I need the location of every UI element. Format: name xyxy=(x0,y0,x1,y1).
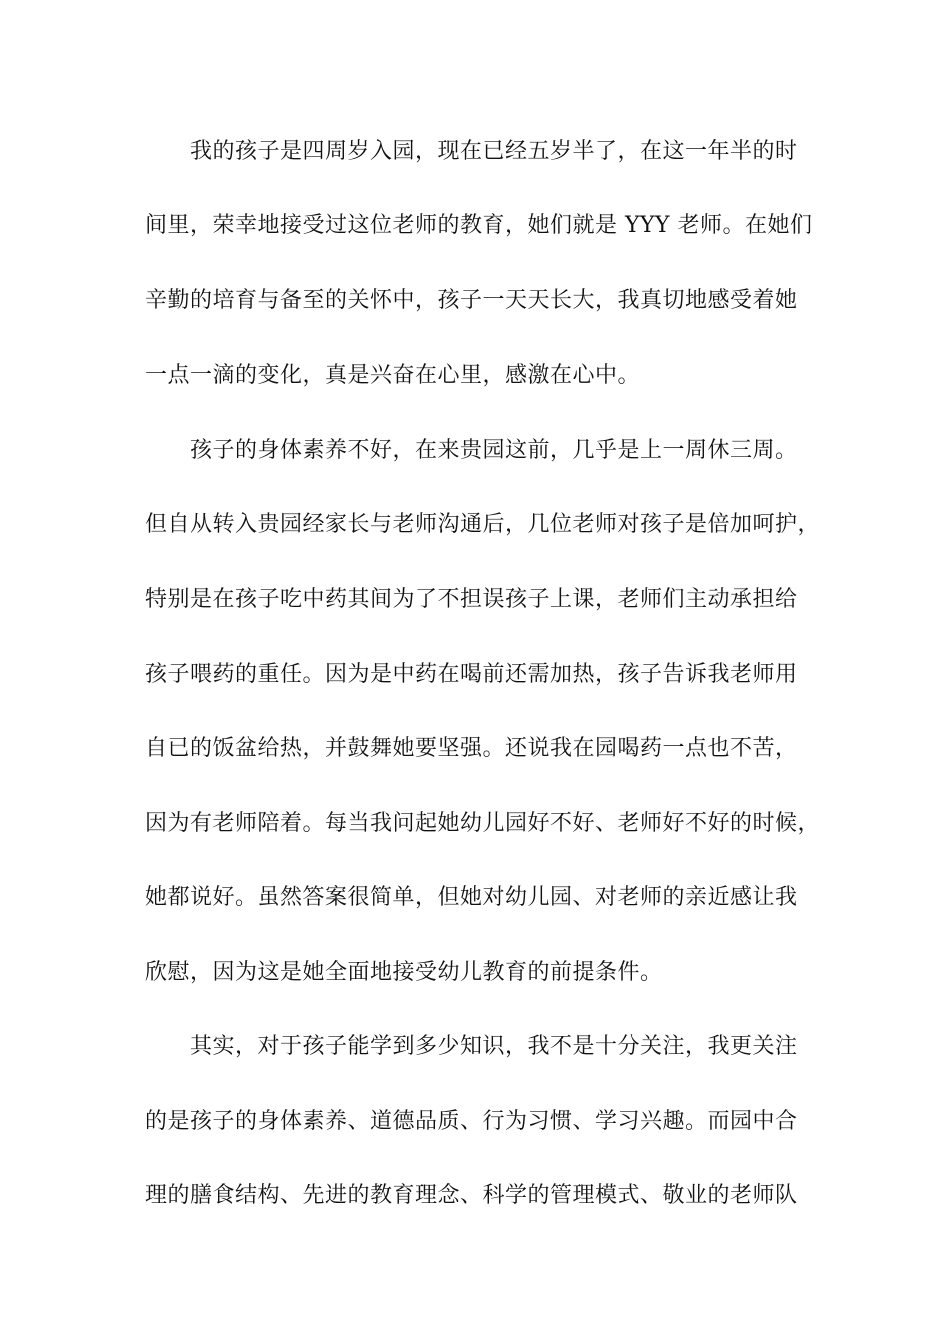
paragraph-2-line-1: 孩子的身体素养不好，在来贵园这前，几乎是上一周休三周。 xyxy=(190,438,798,463)
paragraph-1-line-3: 辛勤的培育与备至的关怀中，孩子一天天长大，我真切地感受着她 xyxy=(145,288,798,313)
paragraph-3-line-2: 的是孩子的身体素养、道德品质、行为习惯、学习兴趣。而园中合 xyxy=(145,1109,798,1134)
paragraph-3-line-3: 理的膳食结构、先进的教育理念、科学的管理模式、敬业的老师队 xyxy=(145,1183,798,1208)
paragraph-2-line-2: 但自从转入贵园经家长与老师沟通后，几位老师对孩子是倍加呵护， xyxy=(145,512,821,537)
paragraph-3-line-1: 其实，对于孩子能学到多少知识，我不是十分关注，我更关注 xyxy=(190,1034,798,1059)
paragraph-1-line-4: 一点一滴的变化，真是兴奋在心里，感激在心中。 xyxy=(145,363,641,388)
paragraph-1-line-2: 间里，荣幸地接受过这位老师的教育，她们就是 YYY 老师。在她们 xyxy=(145,213,813,238)
paragraph-2-line-4: 孩子喂药的重任。因为是中药在喝前还需加热，孩子告诉我老师用 xyxy=(145,662,798,687)
paragraph-2-line-7: 她都说好。虽然答案很简单，但她对幼儿园、对老师的亲近感让我 xyxy=(145,885,798,910)
paragraph-1-line-1: 我的孩子是四周岁入园，现在已经五岁半了，在这一年半的时 xyxy=(190,139,798,164)
paragraph-2-line-6: 因为有老师陪着。每当我问起她幼儿园好不好、老师好不好的时候， xyxy=(145,811,821,836)
paragraph-2-line-8: 欣慰，因为这是她全面地接受幼儿教育的前提条件。 xyxy=(145,960,663,985)
paragraph-2-line-5: 自已的饭盆给热，并鼓舞她要坚强。还说我在园喝药一点也不苦， xyxy=(145,736,798,761)
paragraph-2-line-3: 特别是在孩子吃中药其间为了不担误孩子上课，老师们主动承担给 xyxy=(145,587,798,612)
